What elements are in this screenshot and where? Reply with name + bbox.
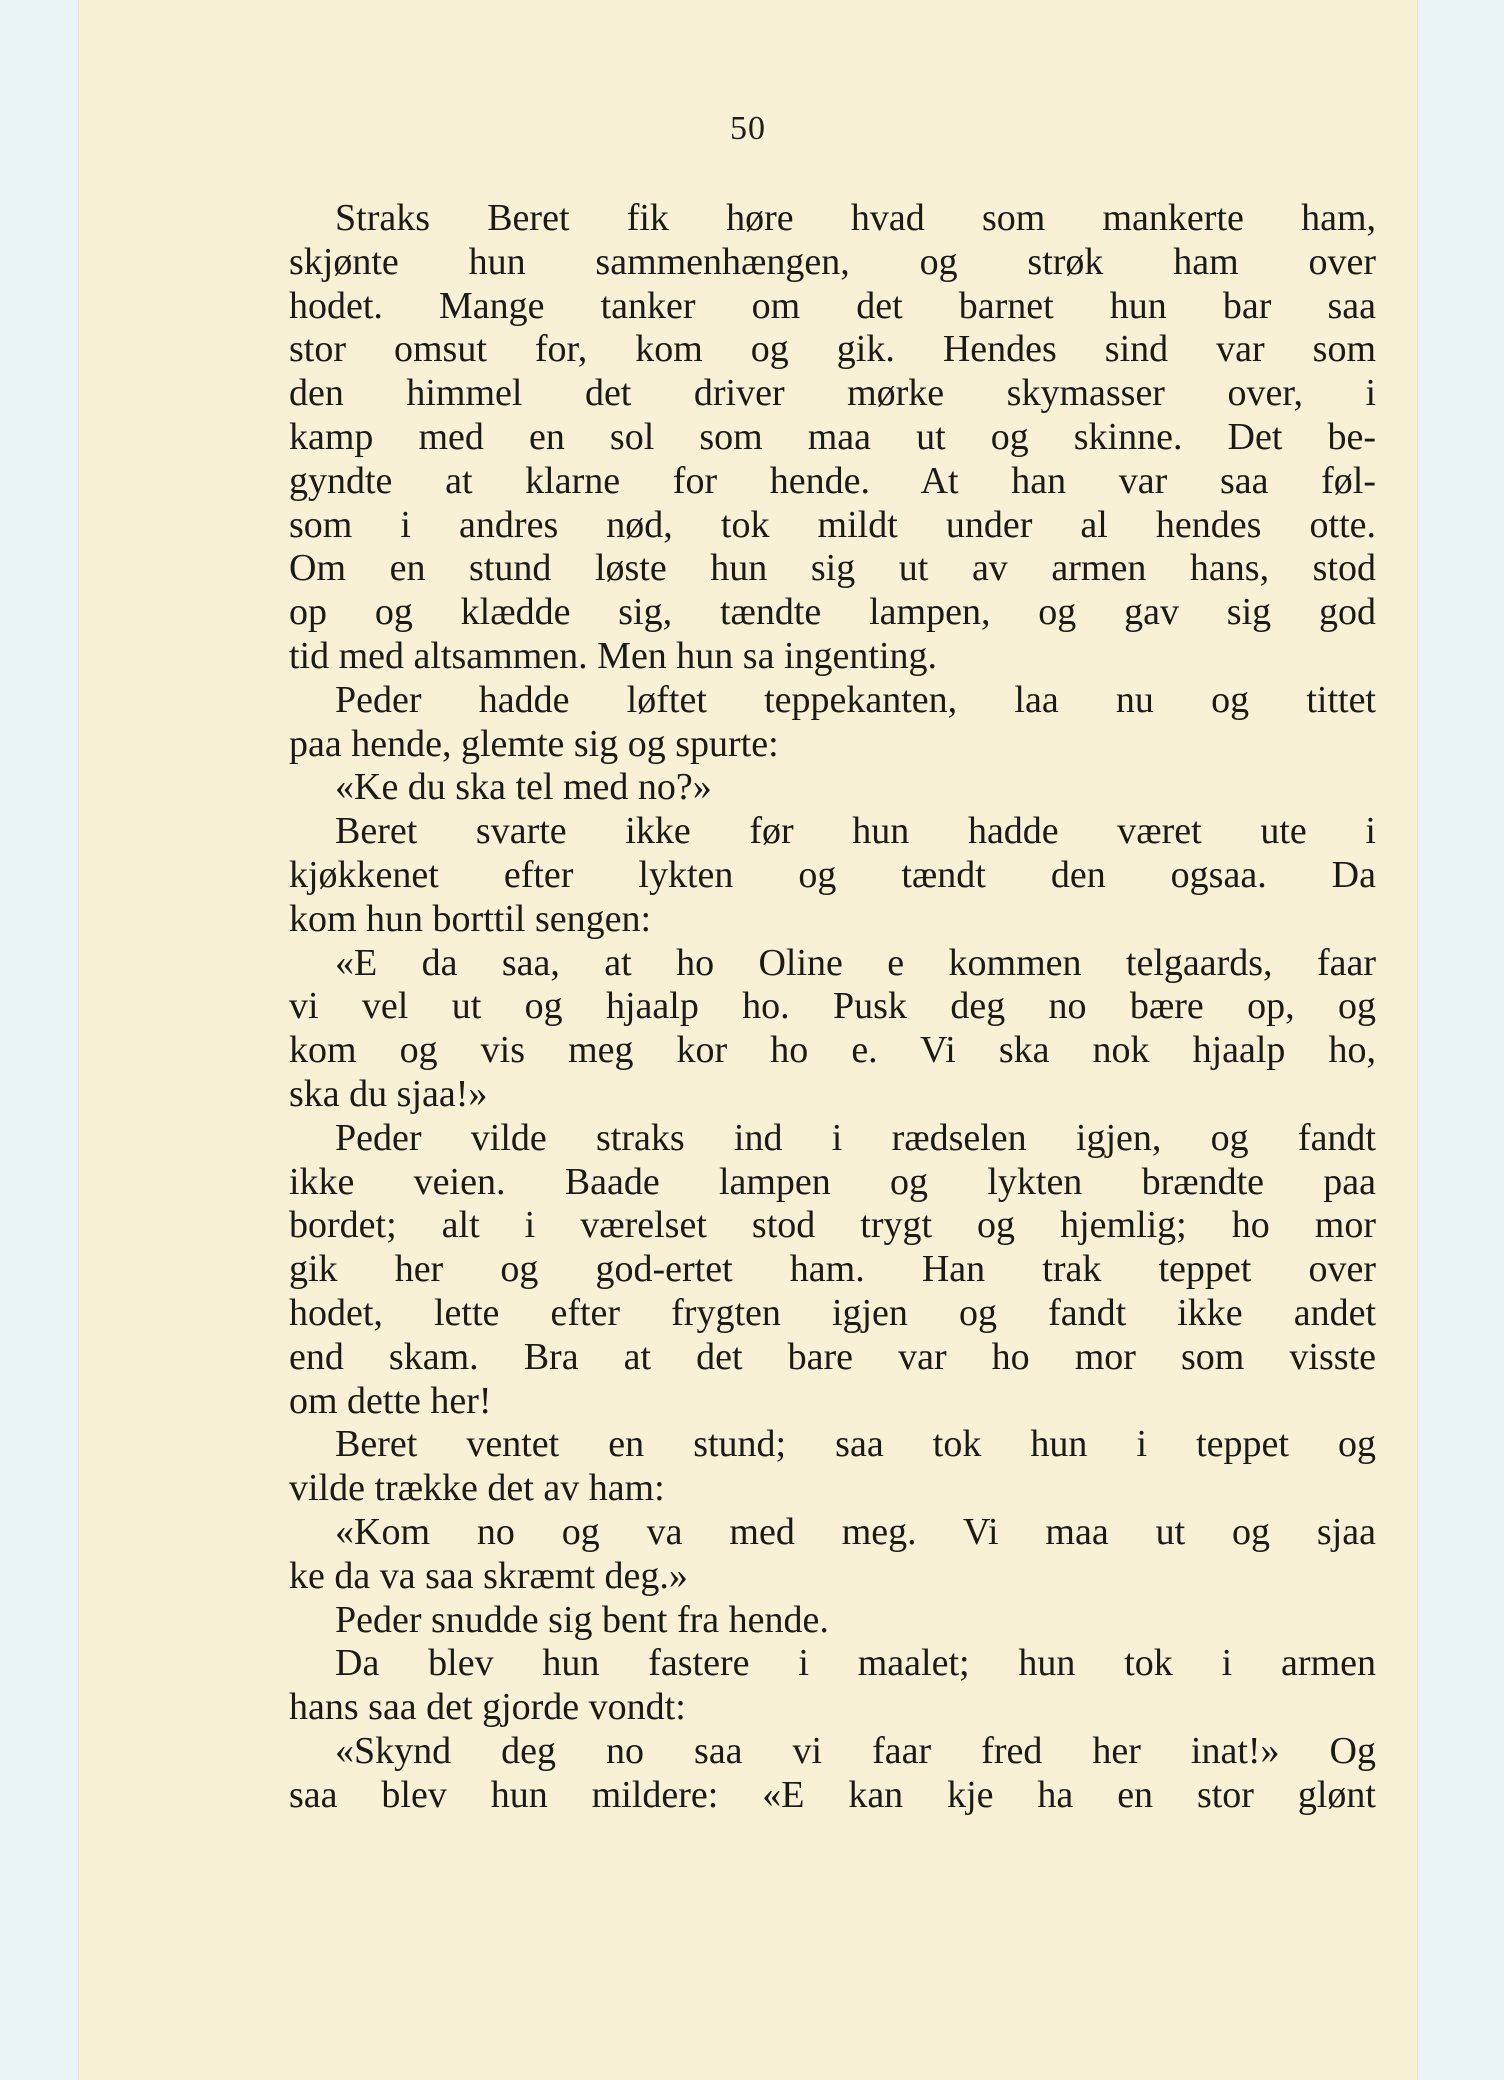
text-line: ke da va saa skræmt deg.» <box>289 1554 688 1597</box>
text-line: kom hun borttil sengen: <box>289 897 652 940</box>
text-line: «Kom no og va med meg. Vi maa ut og sjaa <box>335 1510 1376 1553</box>
text-line: op og klædde sig, tændte lampen, og gav sig god <box>289 591 1376 634</box>
text-line: «Skynd deg no saa vi faar fred her inat!» Og <box>335 1729 1376 1772</box>
text-line: kamp med en sol som maa ut og skinne. Det be- <box>289 415 1376 458</box>
text-line: kjøkkenet efter lykten og tændt den ogsaa. Da <box>289 853 1376 896</box>
text-line: ska du sjaa!» <box>289 1072 488 1115</box>
text-line: hodet. Mange tanker om det barnet hun bar saa <box>289 284 1376 327</box>
text-line: skjønte hun sammenhængen, og strøk ham over <box>289 240 1376 283</box>
text-line: paa hende, glemte sig og spurte: <box>289 722 779 765</box>
text-line: Beret ventet en stund; saa tok hun i teppet og <box>335 1423 1376 1466</box>
text-line: den himmel det driver mørke skymasser over, i <box>289 372 1376 415</box>
body-text <box>289 197 1376 1817</box>
text-line: «E da saa, at ho Oline e kommen telgaards, faar <box>335 941 1376 984</box>
text-line: gyndte at klarne for hende. At han var saa føl- <box>289 459 1376 502</box>
text-line: stor omsut for, kom og gik. Hendes sind var som <box>289 328 1376 371</box>
text-line: om dette her! <box>289 1379 492 1422</box>
text-line: Da blev hun fastere i maalet; hun tok i armen <box>335 1642 1376 1685</box>
text-line: end skam. Bra at det bare var ho mor som visste <box>289 1335 1376 1378</box>
text-line: hodet, lette efter frygten igjen og fandt ikke andet <box>289 1291 1376 1334</box>
text-line: Om en stund løste hun sig ut av armen hans, stod <box>289 547 1376 590</box>
text-line: «Ke du ska tel med no?» <box>335 766 712 809</box>
text-line: tid med altsammen. Men hun sa ingenting. <box>289 634 938 677</box>
text-line: Peder vilde straks ind i rædselen igjen, og fandt <box>335 1116 1376 1159</box>
book-page <box>78 0 1418 2080</box>
text-line: gik her og god-ertet ham. Han trak teppet over <box>289 1248 1376 1291</box>
text-line: Straks Beret fik høre hvad som mankerte ham, <box>335 197 1376 239</box>
text-line: Peder hadde løftet teppekanten, laa nu og tittet <box>335 678 1376 721</box>
text-line: Peder snudde sig bent fra hende. <box>335 1598 829 1641</box>
page-number: 50 <box>730 110 766 147</box>
text-line: bordet; alt i værelset stod trygt og hjemlig; ho mor <box>289 1204 1376 1247</box>
text-line: Beret svarte ikke før hun hadde været ute i <box>335 810 1376 853</box>
text-line: som i andres nød, tok mildt under al hendes otte. <box>289 503 1376 546</box>
text-line: kom og vis meg kor ho e. Vi ska nok hjaalp ho, <box>289 1029 1376 1072</box>
text-line: vi vel ut og hjaalp ho. Pusk deg no bære op, og <box>289 985 1376 1028</box>
text-line: saa blev hun mildere: «E kan kje ha en stor glønt <box>289 1773 1376 1816</box>
text-line: hans saa det gjorde vondt: <box>289 1686 686 1729</box>
text-line: vilde trække det av ham: <box>289 1467 665 1510</box>
text-line: ikke veien. Baade lampen og lykten brændte paa <box>289 1160 1376 1203</box>
